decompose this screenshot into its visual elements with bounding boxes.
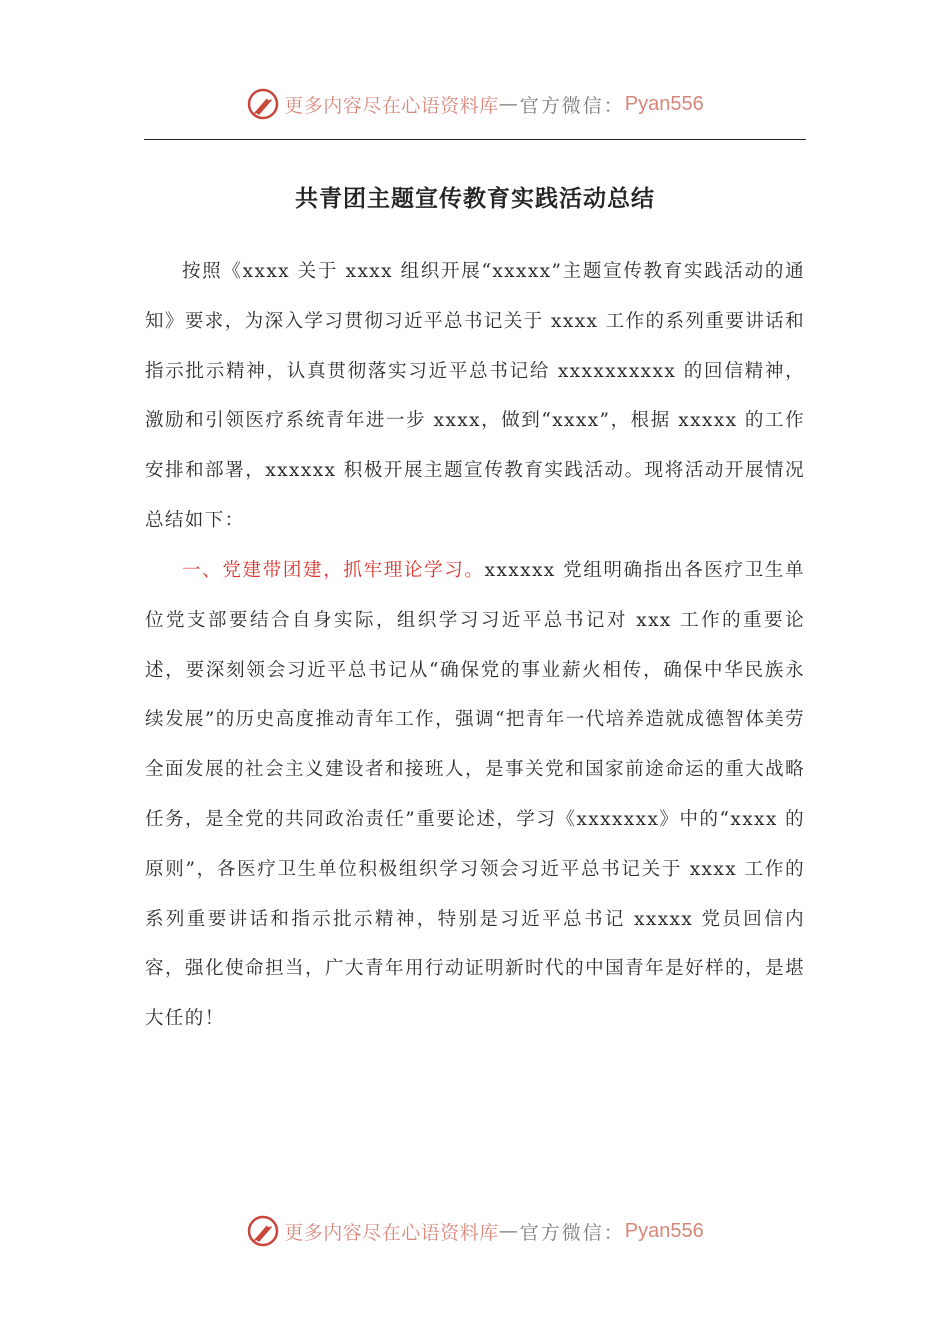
wechat-id: Pyan556 [624,92,704,115]
brand-dash: — [498,93,520,115]
paragraph-text: xxxxxx 党组明确指出各医疗卫生单位党支部要结合自身实际，组织学习习近平总书记对 xxx 工作的重要论述，要深刻领会习近平总书记从“确保党的事业薪火相传，确保中华民族永续发展”的历史高度推动青年工作，强调“把青年一代培养造就成德智体美劳全面发展的社会主义建设者和接班人，是事关党和国家前途命运的重大战略任务，是全党的共同政治责任”重要论述，学习《xxxxxxx》中的“xxxx 的原则”，各医疗卫生单位积极组织学习领会习近平总书记关于 xxxx 工作的系列重要讲话和指示批示精神，特别是习近平总书记 xxxxx 党员回信内容，强化使命担当，广大青年用行动证明新时代的中国青年是好样的，是堪大任的！ [145,560,805,1030]
footer-banner [0,1211,950,1251]
pen-nib-icon [246,1214,280,1248]
paragraph-text: 按照《xxxx 关于 xxxx 组织开展“xxxxx”主题宣传教育实践活动的通知》要求，为深入学习贯彻习近平总书记关于 xxxx 工作的系列重要讲话和指示批示精神，认真贯彻落实习近平总书记给 xxxxxxxxxx 的回信精神，激励和引领医疗系统青年进一步 xxxx，做到“xxxx”，根据 xxxxx 的工作安排和部署，xxxxxx 积极开展主题宣传教育实践活动。现将活动开展情况总结如下： [145,261,805,531]
wechat-id: Pyan556 [624,1219,704,1242]
pen-nib-icon [246,87,280,121]
brand-text: 更多内容尽在心语资料库 [284,94,499,117]
section-heading: 一、党建带团建，抓牢理论学习。 [182,560,485,581]
wechat-label: 官方微信： [519,1221,625,1244]
brand-text: 更多内容尽在心语资料库 [284,1221,499,1244]
document-title: 共青团主题宣传教育实践活动总结 [295,186,655,212]
wechat-label: 官方微信： [519,94,625,117]
paragraph-section-1 [145,546,805,1044]
brand-dash: — [498,1220,520,1242]
header-banner [0,84,950,124]
paragraph-intro [145,247,805,546]
header-divider [144,139,806,140]
